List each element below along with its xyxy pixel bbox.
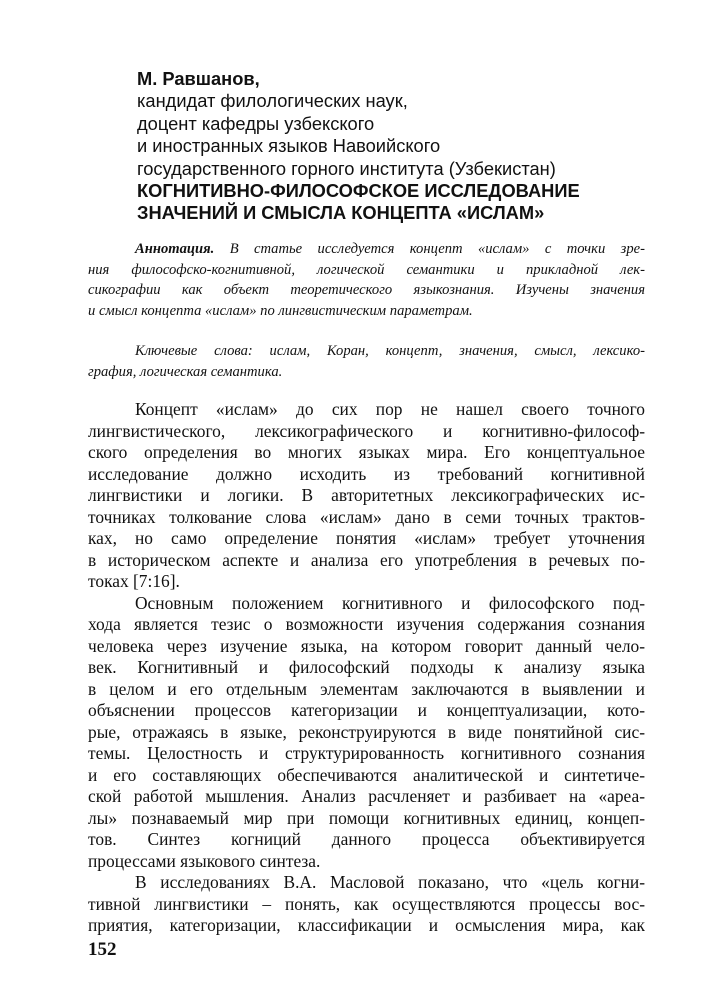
annotation-line: сикографии как объект теоретического языкознания. Изучены значения: [88, 282, 645, 298]
body-line: ках, но само определение понятия «ислам» требует уточнения: [88, 528, 645, 548]
body-line: лингвистики и логики. В авторитетных лексикографических ис-: [88, 485, 645, 505]
body-line: в историческом аспекте и анализа его употребления в речевых по-: [88, 549, 645, 570]
body-line: В исследованиях В.А. Масловой показано, что «цель когни-: [135, 872, 645, 892]
author-affiliation-line: доцент кафедры узбекского: [137, 112, 375, 134]
body-line: Концепт «ислам» до сих пор не нашел своего точного: [135, 399, 645, 419]
body-line: тивной лингвистики – понять, как осуществляются процессы вос-: [88, 893, 645, 914]
author-name: М. Равшанов,: [137, 68, 260, 89]
body-line: темы. Целостность и структурированность когнитивного сознания: [88, 743, 645, 763]
body-line: век. Когнитивный и философский подходы к анализу языка: [88, 657, 645, 677]
body-line: токах [7:16].: [88, 571, 180, 591]
body-line: точниках толкование слова «ислам» дано в семи точных трактов-: [88, 506, 645, 527]
body-line: Основным положением когнитивного и философского под-: [135, 592, 645, 613]
annotation-line: ния философско-когнитивной, логической семантики и прикладной лек-: [88, 261, 645, 278]
body-line: в целом и его отдельным элементам заключаются в выявлении и: [88, 678, 645, 699]
author-affiliation-line: государственного горного института (Узбекистан): [137, 157, 556, 179]
keywords: [88, 341, 645, 382]
annotation-label: Аннотация.: [135, 241, 215, 257]
body-line: приятия, категоризации, классификации и осмысления мира, как: [88, 915, 645, 935]
body-line: хода является тезис о возможности изучения содержания сознания: [88, 614, 645, 634]
body-line: объяснении процессов категоризации и концептуализации, кото-: [88, 700, 645, 720]
keywords-line: Ключевые слова: ислам, Коран, концепт, значения, смысл, лексико-: [135, 343, 645, 359]
author-affiliation-line: кандидат филологических наук,: [137, 90, 408, 112]
body-line: процессами языкового синтеза.: [88, 850, 321, 871]
keywords-line: графия, логическая семантика.: [88, 363, 283, 380]
body-line: и его составляющих обеспечиваются аналитической и синтетиче-: [88, 764, 645, 785]
article-title-line: КОГНИТИВНО-ФИЛОСОФСКОЕ ИССЛЕДОВАНИЕ: [137, 180, 580, 202]
body-line: лы» познаваемый мир при помощи когнитивных единиц, концеп-: [88, 807, 645, 828]
body-line: человека через изучение языка, на котором говорит данный чело-: [88, 635, 645, 656]
annotation-line: [88, 239, 645, 260]
body-line: тов. Синтез когниций данного процесса объективируется: [88, 829, 645, 849]
body-line: ского определения во многих языках мира. Его концептуальное: [88, 442, 645, 462]
body-line: лингвистического, лексикографического и когнитивно-философ-: [88, 420, 645, 441]
body-line: рые, отражаясь в языке, реконструируются в виде понятийной сис-: [88, 721, 645, 742]
body-line: ской работой мышления. Анализ расчленяет и разбивает на «ареа-: [88, 786, 645, 806]
body-line: исследование должно исходить из требований когнитивной: [88, 463, 645, 484]
annotation-text: В статье исследуется концепт «ислам» с точки зре-: [229, 241, 645, 257]
body-text: [88, 399, 645, 937]
annotation-line: и смысл концепта «ислам» по лингвистическим параметрам.: [88, 302, 473, 319]
author-block: [137, 68, 657, 225]
page-number: 152: [88, 939, 117, 960]
author-affiliation-line: и иностранных языков Навоийского: [137, 135, 441, 157]
article-title-line: ЗНАЧЕНИЙ И СМЫСЛА КОНЦЕПТА «ИСЛАМ»: [137, 202, 545, 224]
annotation: [88, 239, 645, 321]
